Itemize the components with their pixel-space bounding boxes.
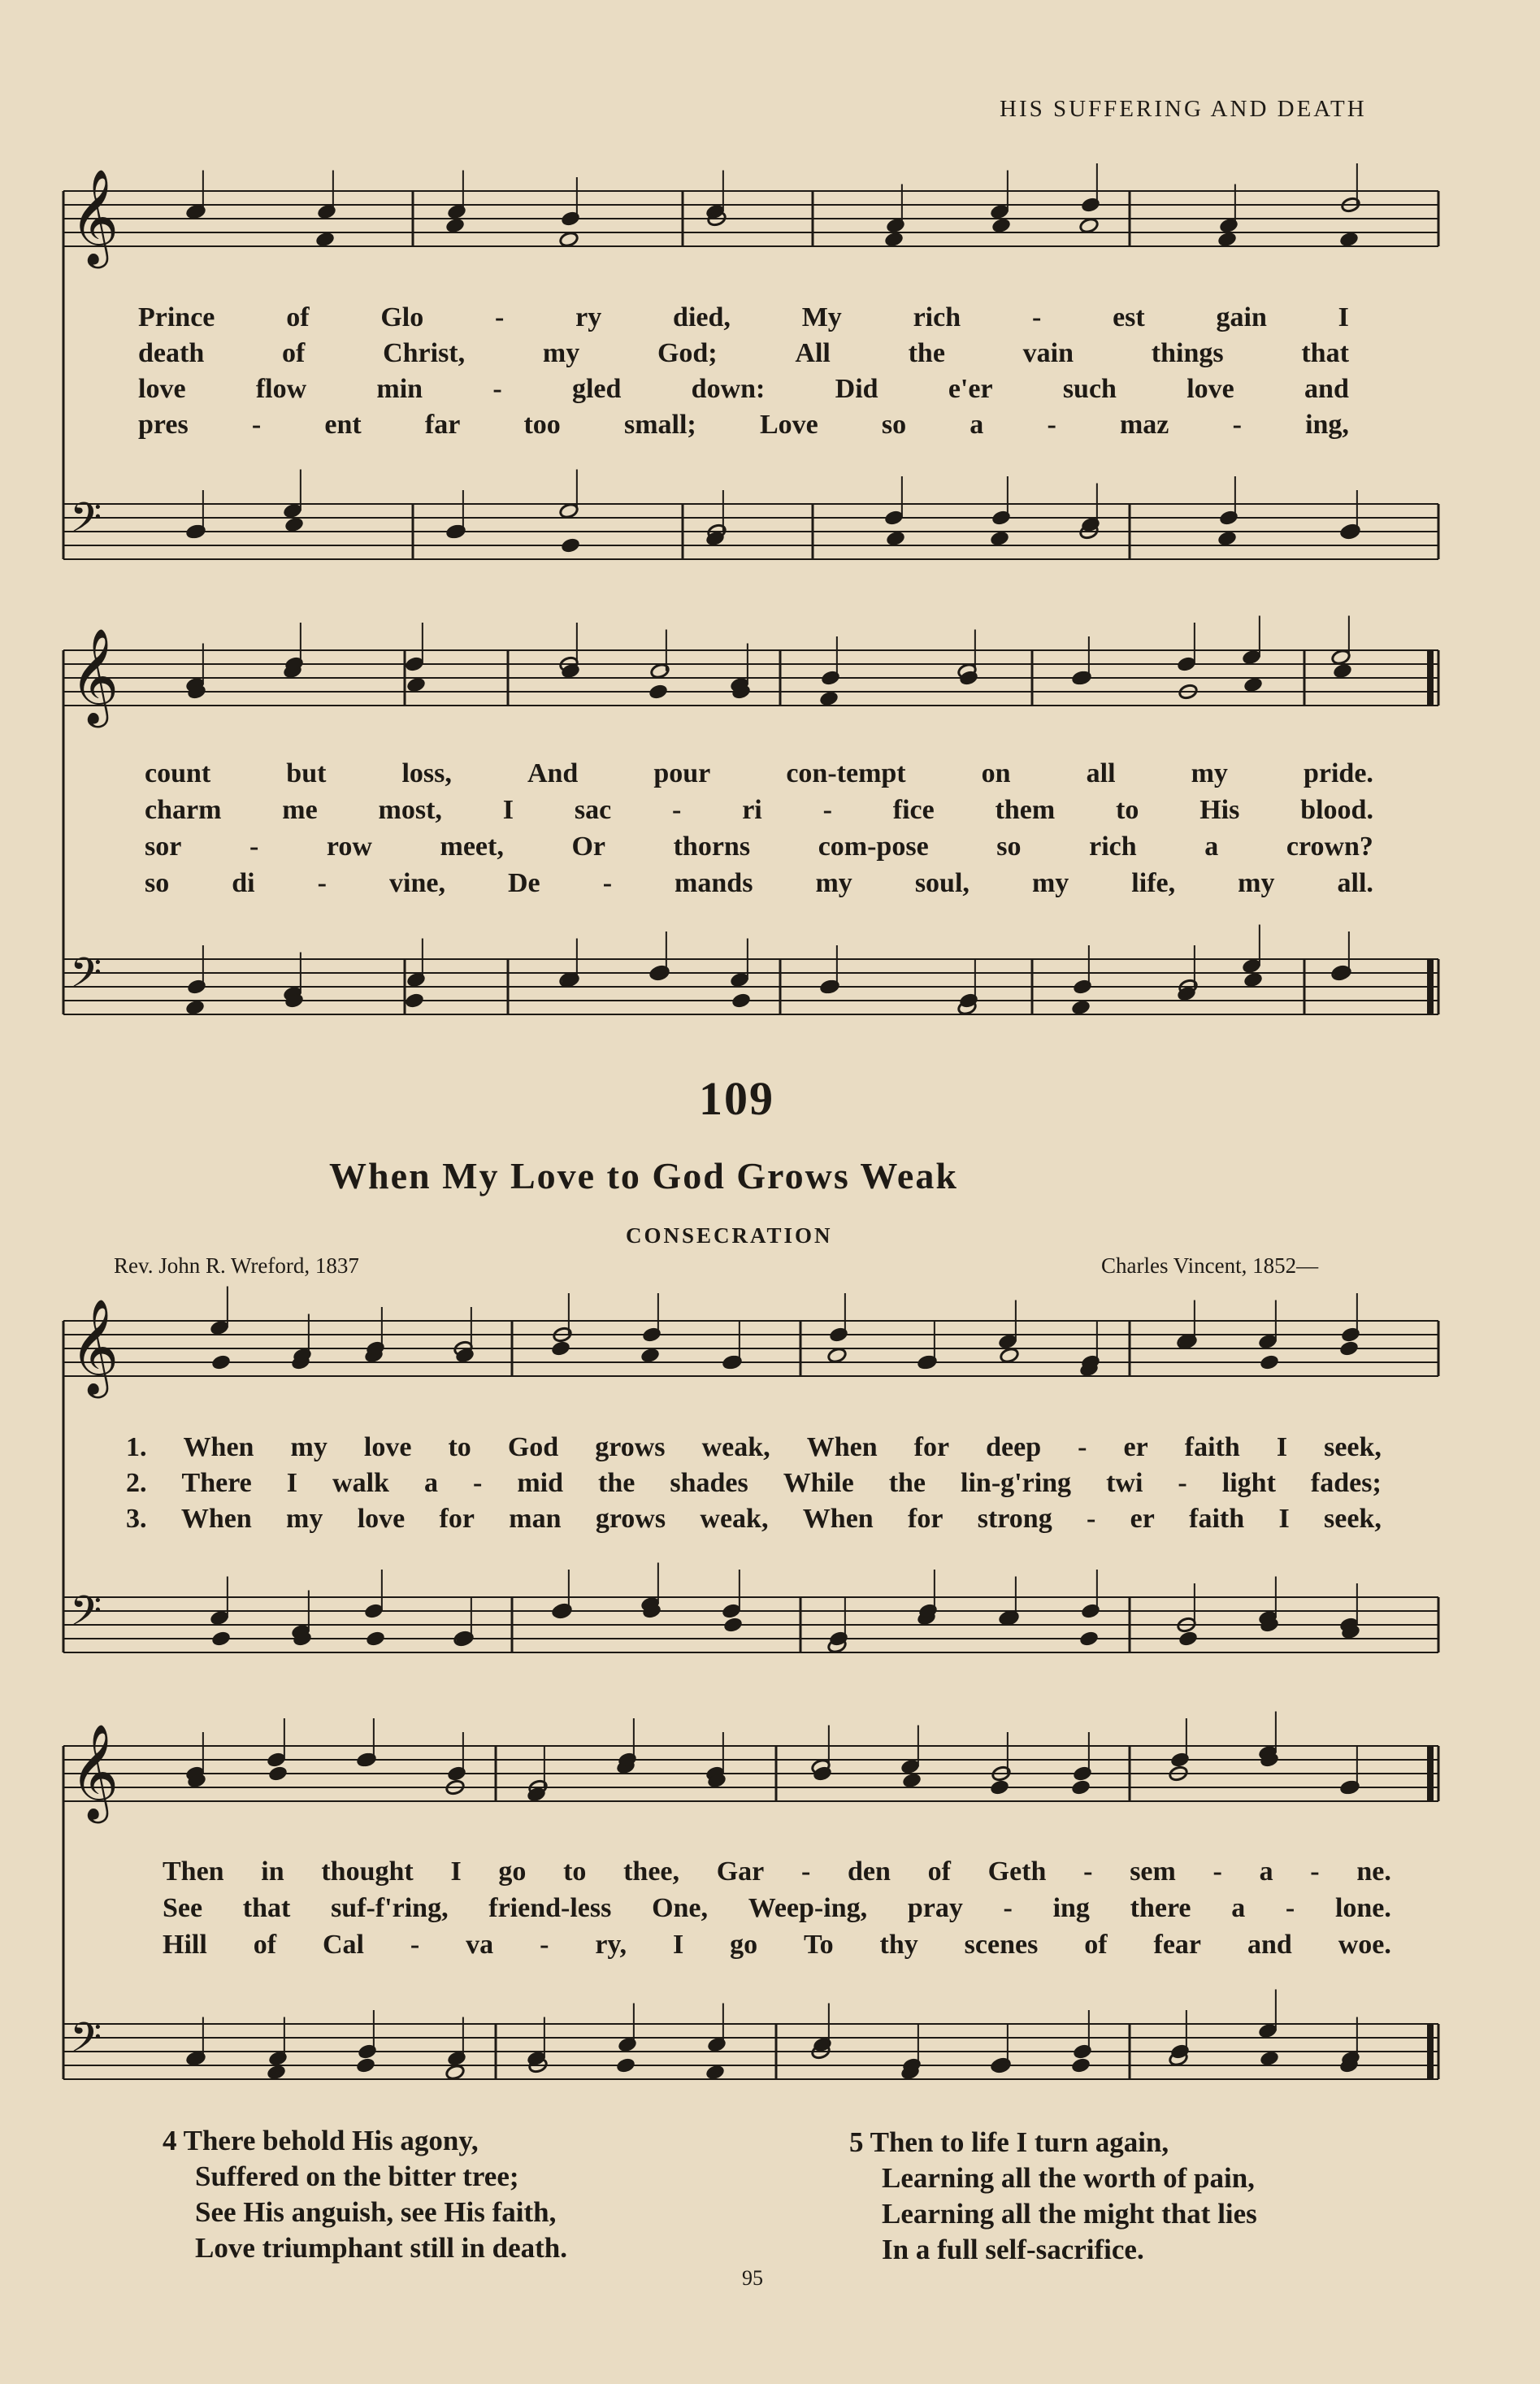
lyric-word: seek, [1324,1504,1382,1534]
treble-clef-icon: 𝄞 [70,1298,119,1395]
note-head [902,1772,922,1789]
note-head [405,656,425,673]
lyric-word: pres [138,410,189,440]
lyric-line [145,832,1373,862]
lyric-word: all [1086,758,1116,788]
lyric-word: faith [1189,1504,1245,1534]
note-head [445,2064,466,2081]
lyric-word: - [495,302,505,332]
lyric-word: so [145,868,170,898]
note-head [1071,1779,1091,1796]
lyric-word: - [472,1468,483,1498]
lyric-line [138,302,1349,333]
lyric-word: a [1231,1893,1246,1923]
lyric-word: them [995,795,1056,825]
stanza-4 [163,2123,567,2266]
note-head [1260,1354,1280,1371]
lyric-line [138,374,1349,405]
lyric-word: down: [691,374,766,404]
lyric-word: rich [913,302,961,332]
note-head [1079,217,1100,234]
lyric-line [163,1856,1391,1887]
lyric-word: and [1247,1930,1292,1960]
note-head [722,1603,742,1620]
lyric-word: My [801,302,842,332]
lyric-line [138,338,1349,369]
lyric-word: I [450,1856,462,1887]
stanza-5-line-2: Learning all the worth of pain, [882,2162,1255,2194]
note-head [649,684,669,701]
lyric-word: gain [1216,302,1267,332]
lyric-word: flow [255,374,307,404]
lyric-word: - [1087,1504,1096,1534]
lyric-word: deep [986,1432,1042,1462]
lyric-word: my [1191,758,1228,788]
note-head [827,1347,848,1364]
treble-clef-icon: 𝄞 [70,627,119,724]
stanza-4-line-1: There behold His agony, [183,2125,479,2156]
lyric-word: a [970,410,984,440]
lyric-word: to [1116,795,1139,825]
lyric-word: of [927,1856,951,1887]
author-credit: Rev. John R. Wreford, 1837 [114,1253,359,1278]
lyric-word: count [145,758,211,788]
note-head [405,992,425,1010]
stanza-5-number: 5 [849,2126,864,2158]
lyric-word: my [286,1504,323,1534]
lyric-word: life, [1131,868,1176,898]
lyric-word: - [249,832,259,862]
lyric-word: of [253,1930,277,1960]
lyric-word: faith [1184,1432,1240,1462]
lyric-word: est [1113,302,1145,332]
lyric-word: my [1031,868,1069,898]
lyric-word: His [1199,795,1240,825]
note-head [1242,649,1262,666]
bass-clef-icon: 𝄢 [70,2014,102,2073]
note-head [1177,656,1197,673]
note-head [705,2064,726,2081]
lyric-word: soul, [914,868,970,898]
lyric-word: blood. [1300,795,1373,825]
note-head [730,971,750,988]
lyric-word: 3. [126,1504,147,1534]
lyric-word: charm [145,795,222,825]
lyric-word: for [908,1504,944,1534]
composer-credit: Charles Vincent, 1852— [1101,1253,1319,1278]
stanza-4-line-3: See His anguish, see His faith, [195,2196,557,2228]
lyric-word: ne. [1356,1856,1391,1887]
bass-clef-icon: 𝄢 [70,949,102,1008]
note-head [211,1631,232,1648]
lyric-word: - [1285,1893,1295,1923]
note-head [723,1617,744,1634]
lyric-word: And [527,758,579,788]
lyric-word: di [232,868,255,898]
note-head [884,231,904,248]
lyric-word: den [848,1856,891,1887]
stanza-5 [849,2125,1257,2268]
note-head [886,530,906,547]
lyric-word: so [996,832,1022,862]
lyric-word: When [806,1432,878,1462]
lyric-word: go [498,1856,527,1887]
lyric-word: I [1276,1432,1288,1462]
note-head [267,2064,287,2081]
lyric-line [126,1504,1382,1535]
lyric-word: Christ, [383,338,466,368]
stanza-4-line-4: Love triumphant still in death. [195,2232,567,2264]
lyric-word: love [363,1432,412,1462]
final-barline [1427,2024,1434,2079]
note-head [406,676,427,693]
lyric-word: ent [324,410,362,440]
tune-name: CONSECRATION [626,1223,833,1248]
note-head [1217,530,1238,547]
lyric-word: One, [652,1893,709,1923]
lyric-word: - [1078,1432,1087,1462]
lyric-word: - [602,868,613,898]
section-header: HIS SUFFERING AND DEATH [1000,96,1367,122]
lyric-word: that [242,1893,291,1923]
lyric-word: fice [892,795,935,825]
lyric-word: Prince [138,302,215,332]
stanza-4-number: 4 [163,2125,177,2156]
note-head [1260,2050,1280,2067]
lyric-word: a [1204,832,1219,862]
lyric-word: lone. [1334,1893,1391,1923]
lyric-word: - [1031,302,1042,332]
stanza-5-line-1: Then to life I turn again, [870,2126,1169,2158]
lyric-word: pray [907,1893,963,1923]
lyric-word: I [672,1930,684,1960]
lyric-word: sor [145,832,182,862]
lyric-word: While [783,1468,854,1498]
lyric-word: twi [1106,1468,1143,1498]
treble-clef-icon: 𝄞 [70,168,119,265]
hymn-title: When My Love to God Grows Weak [329,1155,958,1196]
lyric-word: for [439,1504,475,1534]
lyric-word: so [881,410,907,440]
note-head [283,502,303,519]
lyric-word: too [523,410,561,440]
lyric-word: love [138,374,186,404]
stanza-4-line-2: Suffered on the bitter tree; [195,2160,519,2192]
lyric-word: my [1238,868,1275,898]
note-head [445,217,466,234]
note-head [210,1319,230,1336]
note-head [1071,2057,1091,2074]
note-head [990,203,1010,220]
lyric-word: rich [1089,832,1137,862]
note-head [185,999,206,1016]
stanza-5-line-4: In a full self-sacrifice. [882,2234,1144,2265]
lyric-word: the [908,338,945,368]
note-head [990,530,1010,547]
note-head [559,502,579,519]
lyric-word: most, [378,795,442,825]
lyric-word: my [290,1432,328,1462]
lyric-word: - [1083,1856,1093,1887]
lyric-word: shades [670,1468,748,1498]
note-head [267,1752,287,1769]
lyric-word: thy [879,1930,918,1960]
final-barline [1427,959,1434,1014]
lyric-word: See [163,1893,203,1923]
lyric-word: strong [977,1504,1052,1534]
lyric-word: Hill [163,1930,207,1960]
lyric-word: sac [574,795,612,825]
lyric-word: - [1047,410,1056,440]
lyric-word: light [1221,1468,1276,1498]
lyric-word: God [507,1432,559,1462]
lyric-word: love [1186,374,1234,404]
lyric-word: God; [657,338,718,368]
lyric-word: er [1130,1504,1155,1534]
note-head [1339,231,1360,248]
lyric-word: but [286,758,327,788]
lyric-word: When [180,1504,252,1534]
note-head [211,1354,232,1371]
lyric-word: thee, [623,1856,680,1887]
note-head [991,217,1012,234]
lyric-word: for [913,1432,950,1462]
bass-clef-icon: 𝄢 [70,494,102,553]
lyric-word: I [286,1468,298,1498]
lyric-word: mands [675,868,753,898]
note-head [210,1609,230,1626]
note-head [884,510,904,527]
note-head [1079,1631,1100,1648]
note-head [1339,1340,1360,1357]
lyric-word: to [448,1432,471,1462]
lyric-word: that [1301,338,1349,368]
lyric-word: a [423,1468,438,1498]
note-head [1000,1347,1020,1364]
lyric-line [145,868,1373,899]
lyric-word: suf-f'ring, [331,1893,449,1923]
lyric-line [126,1468,1382,1499]
lyric-word: fear [1153,1930,1202,1960]
lyric-word: row [326,832,372,862]
note-head [1178,1631,1199,1648]
note-head [561,537,581,554]
note-head [998,1333,1018,1350]
lyric-word: friend-less [488,1893,612,1923]
lyric-word: of [1084,1930,1108,1960]
note-head [1217,231,1238,248]
lyric-word: There [181,1468,252,1498]
lyric-word: woe. [1338,1930,1391,1960]
lyric-word: grows [595,1504,666,1534]
lyric-word: Weep-ing, [748,1893,868,1923]
lyric-word: ry [575,302,602,332]
note-head [1242,958,1262,975]
note-head [284,516,305,533]
note-head [559,231,579,248]
lyric-word: there [1130,1893,1191,1923]
lyric-line [126,1432,1382,1463]
lyric-word: a [1259,1856,1273,1887]
note-head [1258,1333,1278,1350]
note-head [616,2057,636,2074]
note-head [366,1631,386,1648]
lyric-word: seek, [1324,1432,1382,1462]
lyric-word: All [795,338,831,368]
lyric-word: ri [742,795,762,825]
lyric-word: go [730,1930,758,1960]
note-head [819,690,839,707]
lyric-word: - [822,795,832,825]
lyric-word: Or [571,832,605,862]
lyric-word: - [410,1930,420,1960]
lyric-word: - [1310,1856,1320,1887]
note-head [1258,2022,1278,2039]
note-head [551,1340,571,1357]
lyric-word: lin-g'ring [961,1468,1072,1498]
lyric-word: walk [332,1468,389,1498]
lyric-word: - [317,868,327,898]
lyric-line [138,410,1349,441]
lyric-word: my [542,338,580,368]
lyric-word: I [502,795,514,825]
note-head [990,1779,1010,1796]
lyric-word: the [598,1468,636,1498]
lyric-word: con-tempt [786,758,906,788]
lyric-word: sem [1130,1856,1176,1887]
lyric-word: When [802,1504,874,1534]
lyric-word: meet, [440,832,504,862]
lyric-word: of [286,302,310,332]
lyric-word: gled [571,374,622,404]
note-head [640,1347,661,1364]
note-head [1243,676,1264,693]
lyric-word: thought [321,1856,414,1887]
lyric-word: my [815,868,852,898]
lyric-word: on [981,758,1011,788]
lyric-word: To [804,1930,834,1960]
lyric-word: 2. [126,1468,147,1498]
lyric-word: crown? [1286,832,1373,862]
lyric-word: I [1338,302,1349,332]
lyric-word: loss, [401,758,452,788]
lyric-line [145,758,1373,789]
lyric-word: weak, [700,1504,769,1534]
lyric-line [163,1930,1391,1961]
lyric-word: vine, [389,868,445,898]
note-head [900,1758,921,1775]
lyric-word: mid [517,1468,564,1498]
lyric-word: Geth [987,1856,1047,1887]
lyric-word: weak, [701,1432,770,1462]
hymn-number: 109 [699,1072,774,1125]
lyric-word: death [138,338,205,368]
lyric-word: me [282,795,318,825]
lyric-word: the [888,1468,926,1498]
lyric-word: in [261,1856,284,1887]
note-head [1243,971,1264,988]
page-number: 95 [742,2266,763,2290]
lyric-word: and [1304,374,1349,404]
lyric-word: ry, [595,1930,627,1960]
lyric-word: maz [1119,410,1169,440]
lyric-line [163,1893,1391,1924]
lyric-word: - [800,1856,811,1887]
note-head [731,992,752,1010]
note-head [268,1765,288,1783]
lyric-word: Did [835,374,878,404]
lyric-word: e'er [948,374,993,404]
final-barline [1427,650,1434,706]
lyric-word: fades; [1310,1468,1382,1498]
lyric-word: Love [759,410,818,440]
lyric-word: scenes [964,1930,1039,1960]
lyric-word: Glo [380,302,424,332]
lyric-word: - [540,1930,549,1960]
note-head [364,1603,384,1620]
lyric-word: small; [623,410,696,440]
treble-clef-icon: 𝄞 [70,1723,119,1820]
stanza-5-line-3: Learning all the might that lies [882,2198,1257,2230]
lyric-word: When [183,1432,254,1462]
lyric-word: to [563,1856,587,1887]
lyric-word: Then [163,1856,224,1887]
lyric-word: min [376,374,423,404]
final-barline [1427,1746,1434,1801]
lyric-word: - [1212,1856,1222,1887]
lyric-word: thorns [673,832,751,862]
lyric-word: - [1178,1468,1187,1498]
lyric-word: Cal [322,1930,364,1960]
lyric-word: 1. [126,1432,147,1462]
lyric-word: vain [1022,338,1074,368]
lyric-word: - [251,410,262,440]
lyric-word: love [357,1504,406,1534]
lyric-word: - [492,374,502,404]
lyric-word: - [672,795,682,825]
lyric-word: ing, [1305,410,1349,440]
lyric-word: va [466,1930,494,1960]
lyric-word: things [1151,338,1224,368]
note-head [1331,649,1351,666]
lyric-word: such [1062,374,1117,404]
lyric-word: I [1278,1504,1290,1534]
lyric-word: De [508,868,540,898]
lyric-word: all. [1337,868,1373,898]
lyric-word: - [1232,410,1242,440]
lyric-word: far [424,410,461,440]
note-head [1333,662,1353,680]
lyric-word: pride. [1303,758,1373,788]
lyric-word: - [1003,1893,1013,1923]
lyric-word: pour [653,758,711,788]
note-head [315,231,336,248]
note-head [1071,999,1091,1016]
lyric-line [145,795,1373,826]
lyric-word: ing [1052,1893,1090,1923]
lyric-word: er [1123,1432,1148,1462]
lyric-word: man [509,1504,562,1534]
lyric-word: of [281,338,306,368]
lyric-word: com-pose [818,832,929,862]
bass-clef-icon: 𝄢 [70,1587,102,1646]
lyric-word: grows [595,1432,666,1462]
lyric-word: Gar [716,1856,765,1887]
note-head [356,2057,376,2074]
lyric-word: died, [673,302,731,332]
